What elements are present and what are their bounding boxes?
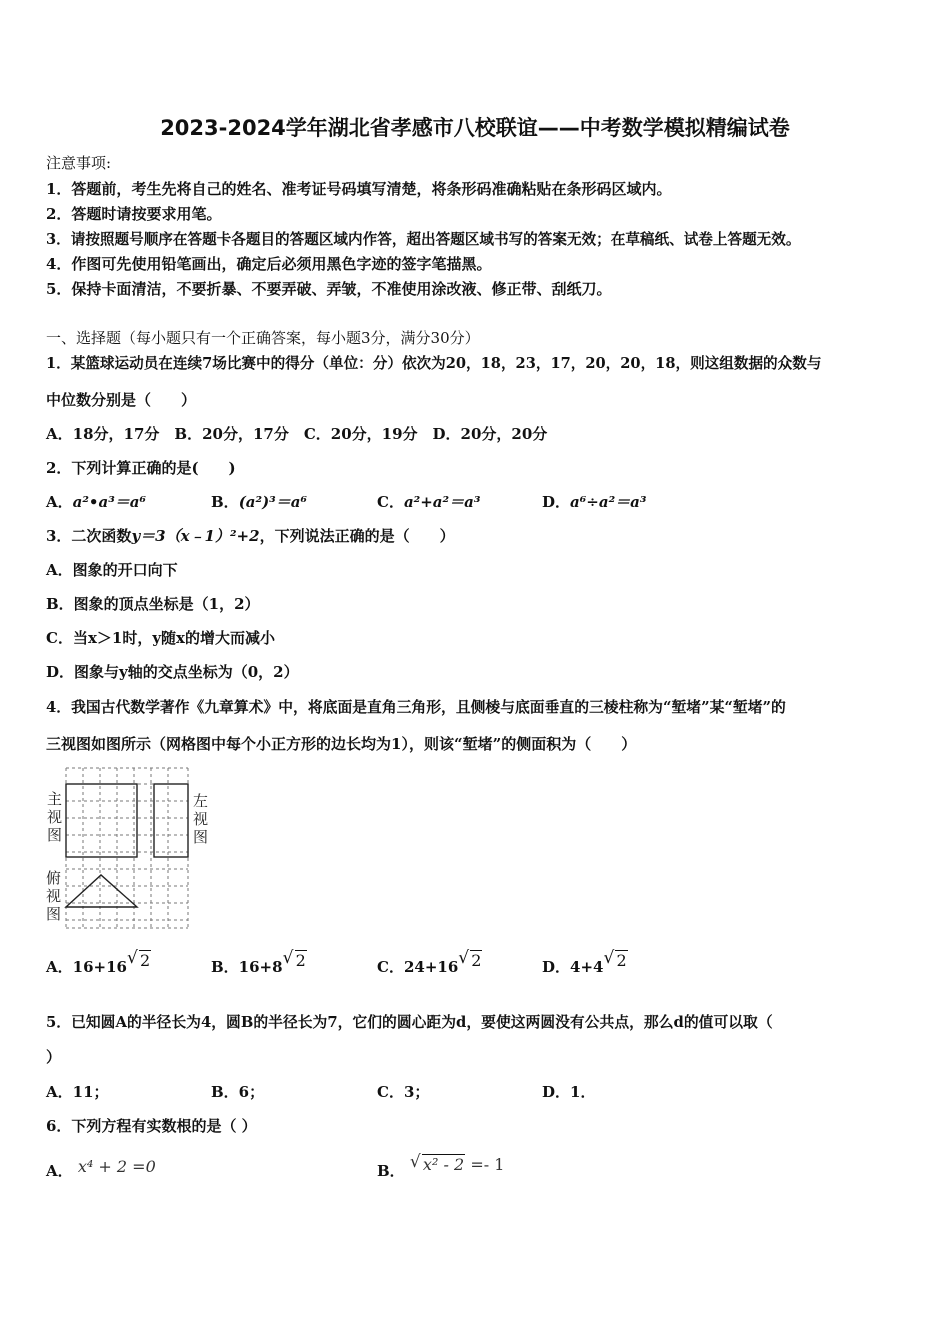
q1-stem-line2: 中位数分别是（ ） [46,391,197,409]
notice-item: 1．答题前，考生先将自己的姓名、准考证号码填写清楚，将条形码准确粘贴在条形码区域内。 [46,180,672,198]
q5-stem-line1: 5．已知圆A的半径长为4，圆B的半径长为7，它们的圆心距为d，要使这两圆没有公共点，那么d的值可以取（ [46,1014,773,1031]
q4-stem-line1: 4．我国古代数学著作《九章算术》中，将底面是直角三角形，且侧棱与底面垂直的三棱柱称为“堑堵”某“堑堵”的 [46,699,786,716]
q3-option-a: A．图象的开口向下 [46,561,178,579]
q3-option-c: C．当x＞1时，y随x的增大而减小 [46,629,275,647]
q2-option-c [377,491,480,512]
notice-item: 3．请按照题号顺序在答题卡各题目的答题区域内作答，超出答题区域书写的答案无效；在草稿纸、试卷上答题无效。 [46,231,801,248]
q3-function: y＝3（x﹣1）²+2 [131,527,260,545]
sqrt-symbol [410,1155,465,1174]
left-view-label: 图 [193,828,209,846]
q6-option-b [377,1155,505,1181]
sqrt-symbol [603,951,627,970]
sqrt-symbol [127,951,151,970]
q2-option-b-expr: (a²)³＝a⁶ [238,493,308,511]
sqrt-symbol [458,951,482,970]
front-view-rect [66,784,137,857]
q6-option-a-label: A． [46,1162,73,1180]
q6-option-b-rhs: =- 1 [470,1155,505,1174]
q2-option-a-label: A． [46,493,73,511]
notice-item: 4．作图可先使用铅笔画出，确定后必须用黑色字迹的签字笔描黑。 [46,255,492,273]
q3-stem-pre: 3．二次函数 [46,527,132,545]
notice-heading: 注意事项: [46,154,112,172]
q4-option-c-label: C．24+16 [377,958,459,976]
q4-option-a [46,951,151,977]
front-view-label: 图 [47,826,63,844]
section-heading: 一、选择题（每小题只有一个正确答案，每小题3分，满分30分） [46,329,480,347]
q2-option-c-label: C． [377,493,404,511]
top-view-triangle [66,875,137,907]
front-view-label: 视 [47,808,63,826]
q2-stem: 2．下列计算正确的是( ) [46,459,236,477]
q2-option-a [46,491,146,512]
left-view-label: 左 [193,792,209,810]
q2-option-d-label: D． [542,493,571,511]
q6-option-b-label: B． [377,1162,405,1180]
q2-option-b [211,491,307,512]
notice-item: 5．保持卡面清洁，不要折暴、不要弄破、弄皱，不准使用涂改液、修正带、刮纸刀。 [46,280,612,298]
radicand: 2 [616,951,627,970]
q3-option-b: B．图象的顶点坐标是（1，2） [46,595,260,613]
q2-option-b-label: B． [211,493,239,511]
sqrt-symbol [283,951,307,970]
q1-options: A．18分，17分 B．20分，17分 C．20分，19分 D．20分，20分 [46,425,548,443]
q6-stem: 6．下列方程有实数根的是（ ） [46,1117,257,1135]
q6-option-a-equation: x⁴ + 2 =0 [77,1157,156,1176]
q3-stem-post: ，下列说法正确的是（ ） [259,527,455,545]
q5-option-d: D．1． [542,1083,596,1101]
q4-option-b [211,951,307,977]
q5-stem-line2: ） [46,1048,62,1066]
q4-stem-line2: 三视图如图所示（网格图中每个小正方形的边长均为1），则该“堑堵”的侧面积为（ ） [46,735,637,753]
q4-option-c [377,951,482,977]
left-view-rect [154,784,188,857]
q2-option-d-expr: a⁶÷a²＝a³ [570,493,647,511]
q5-option-a: A．11； [46,1083,109,1101]
page-title: 2023-2024学年湖北省孝感市八校联谊——中考数学模拟精编试卷 [160,116,790,140]
q3-option-d: D．图象与y轴的交点坐标为（0，2） [46,663,299,681]
three-view-figure [40,762,220,937]
left-view-label: 视 [193,810,209,828]
q4-option-b-label: B．16+8 [211,958,283,976]
top-view-label: 视 [46,887,62,905]
q4-option-d [542,951,628,977]
grid-dashed [66,768,188,928]
q2-option-c-expr: a²+a²＝a³ [403,493,481,511]
top-view-label: 图 [46,905,62,923]
q5-option-b: B．6； [211,1083,265,1101]
radicand: x² - 2 [422,1155,465,1174]
q4-option-a-label: A．16+16 [46,958,127,976]
radicand: 2 [295,951,306,970]
q1-stem-line1: 1．某篮球运动员在连续7场比赛中的得分（单位：分）依次为20，18，23，17，20，20，18，则这组数据的众数与 [46,355,822,372]
q3-stem [46,525,455,546]
radicand: 2 [471,951,482,970]
top-view-label: 俯 [46,869,62,887]
front-view-label: 主 [47,790,63,808]
q4-option-d-label: D．4+4 [542,958,604,976]
q6-option-a [46,1157,156,1181]
q5-option-c: C．3； [377,1083,430,1101]
radicand: 2 [139,951,151,970]
notice-item: 2．答题时请按要求用笔。 [46,205,222,223]
q2-option-d [542,491,646,512]
q2-option-a-expr: a²•a³＝a⁶ [72,493,147,511]
